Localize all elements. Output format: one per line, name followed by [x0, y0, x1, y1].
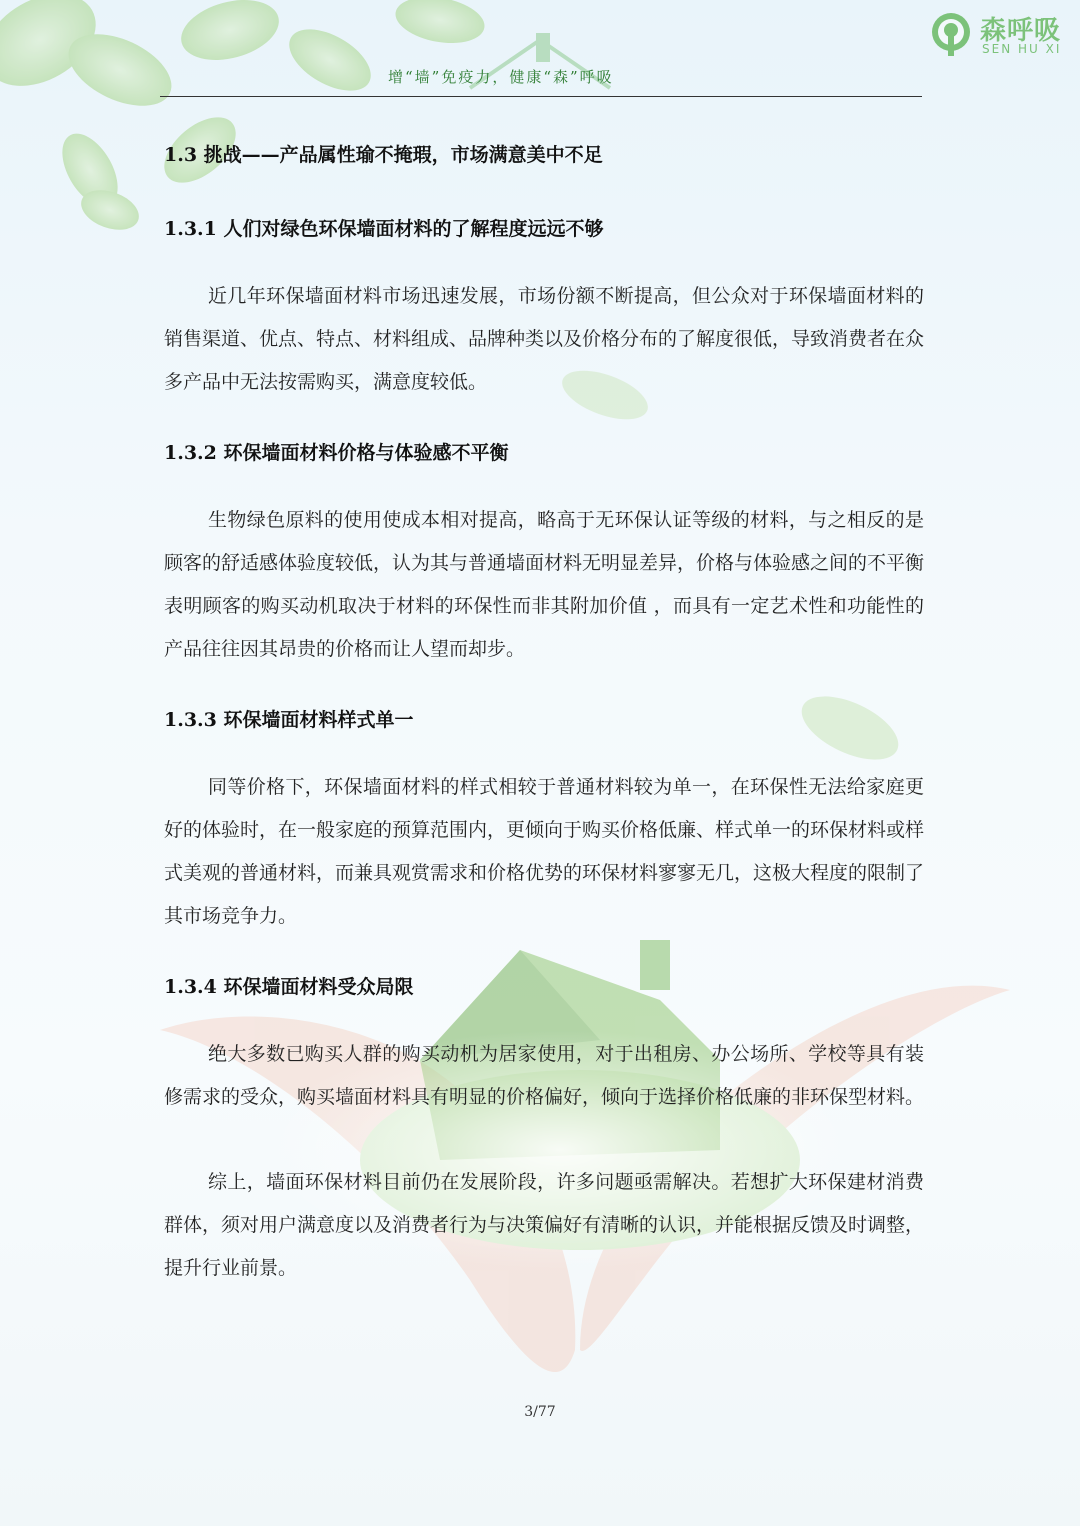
paragraph: 综上，墙面环保材料目前仍在发展阶段，许多问题亟需解决。若想扩大环保建材消费群体，须对用户满意度以及消费者行为与决策偏好有清晰的认识，并能根据反馈及时调整，提升行业前景。	[164, 1171, 925, 1279]
section-heading: 1.3 挑战——产品属性瑜不掩瑕，市场满意美中不足	[164, 144, 603, 166]
subsection-heading: 1.3.1 人们对绿色环保墙面材料的了解程度远远不够	[164, 218, 604, 240]
paragraph: 生物绿色原料的使用使成本相对提高，略高于无环保认证等级的材料，与之相反的是顾客的舒适感体验度较低，认为其与普通墙面材料无明显差异，价格与体验感之间的不平衡表明顾客的购买动机取决于材料的环保性而非其附加价值 ，而具有一定艺术性和功能性的产品往往因其昂贵的价格而让人望而却步。	[164, 509, 925, 660]
header-slogan: 增“墙”免疫力，健康“森”呼吸	[388, 68, 614, 86]
paragraph: 近几年环保墙面材料市场迅速发展，市场份额不断提高，但公众对于环保墙面材料的销售渠道、优点、特点、材料组成、品牌种类以及价格分布的了解度很低，导致消费者在众多产品中无法按需购买，满意度较低。	[164, 285, 925, 393]
logo-name: 森呼吸	[980, 16, 1062, 46]
logo-subtitle: SEN HU XI	[982, 42, 1062, 56]
subsection-heading: 1.3.4 环保墙面材料受众局限	[164, 976, 414, 998]
brand-logo	[926, 8, 1066, 62]
paragraph: 绝大多数已购买人群的购买动机为居家使用，对于出租房、办公场所、学校等具有装修需求的受众，购买墙面材料具有明显的价格偏好，倾向于选择价格低廉的非环保型材料。	[164, 1043, 925, 1108]
leaves-top-left	[0, 0, 488, 237]
header-divider	[160, 96, 922, 97]
subsection-heading: 1.3.3 环保墙面材料样式单一	[164, 709, 414, 731]
paragraph: 同等价格下，环保墙面材料的样式相较于普通材料较为单一，在环保性无法给家庭更好的体验时，在一般家庭的预算范围内，更倾向于购买价格低廉、样式单一的环保材料或样式美观的普通材料，而兼具观赏需求和价格优势的环保材料寥寥无几，这极大程度的限制了其市场竞争力。	[164, 776, 925, 927]
page-number: 3/77	[524, 1404, 556, 1420]
subsection-heading: 1.3.2 环保墙面材料价格与体验感不平衡	[164, 442, 509, 464]
tree-logo-icon	[926, 10, 976, 60]
